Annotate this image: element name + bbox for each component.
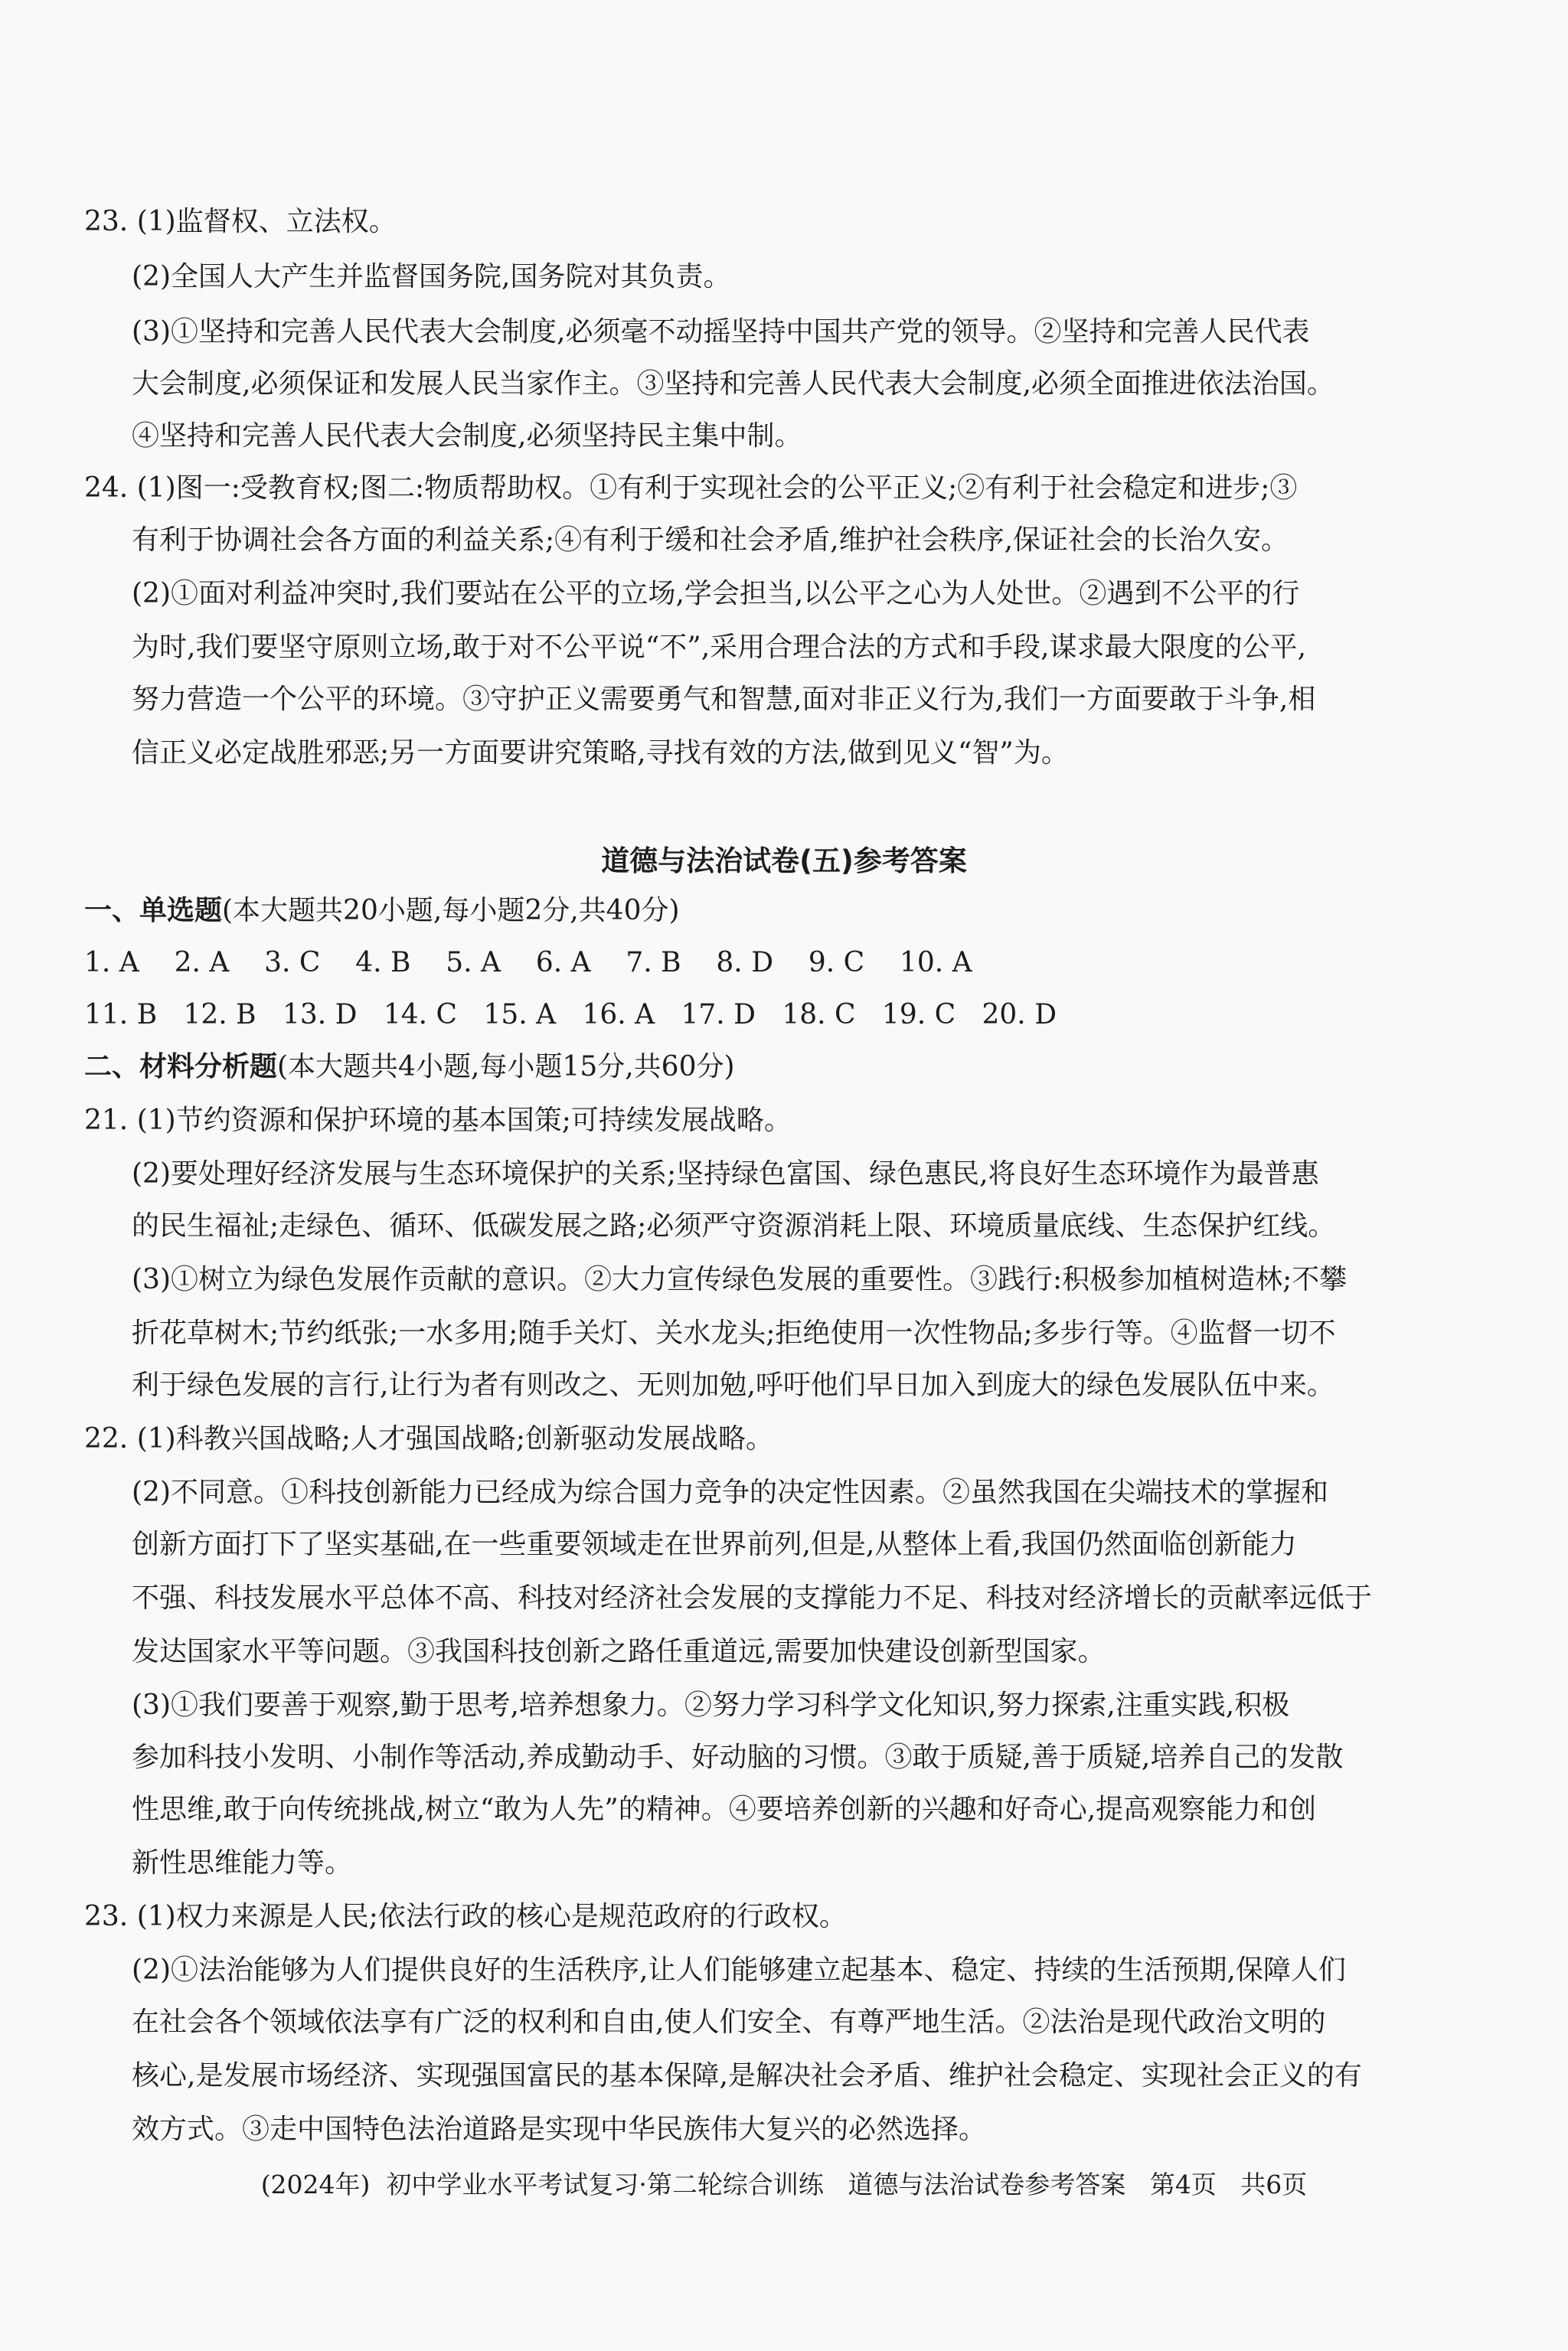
- page-footer: (2024年) 初中学业水平考试复习·第二轮综合训练 道德与法治试卷参考答案 第4页 共6页: [260, 2170, 1308, 2199]
- q22-part2-line3: 不强、科技发展水平总体不高、科技对经济社会发展的支撑能力不足、科技对经济增长的贡献率远低于: [132, 1582, 1373, 1614]
- section2-heading: [0, 1049, 735, 1086]
- q22-part3-line1: (3)①我们要善于观察,勤于思考,培养想象力。②努力学习科学文化知识,努力探索,注重实践,积极: [132, 1690, 1290, 1721]
- q24-part1-line1: 24. (1)图一:受教育权;图二:物质帮助权。①有利于实现社会的公平正义;②有利于社会稳定和进步;③: [84, 472, 1298, 504]
- q23b-part2-line4: 效方式。③走中国特色法治道路是实现中华民族伟大复兴的必然选择。: [132, 2114, 987, 2145]
- q23-part3-line1: (3)①坚持和完善人民代表大会制度,必须毫不动摇坚持中国共产党的领导。②坚持和完善人民代表: [132, 316, 1310, 348]
- q22-part2-line2: 创新方面打下了坚实基础,在一些重要领域走在世界前列,但是,从整体上看,我国仍然面临创新能力: [132, 1529, 1297, 1560]
- q23b-part2-line1: (2)①法治能够为人们提供良好的生活秩序,让人们能够建立起基本、稳定、持续的生活预期,保障人们: [132, 1954, 1346, 1986]
- q22-part3-line2: 参加科技小发明、小制作等活动,养成勤动手、好动脑的习惯。③敢于质疑,善于质疑,培养自己的发散: [132, 1742, 1344, 1773]
- q21-part3-line3: 利于绿色发展的言行,让行为者有则改之、无则加勉,呼吁他们早日加入到庞大的绿色发展队伍中来。: [132, 1370, 1334, 1401]
- section2-note: (本大题共4小题,每小题15分,共60分): [277, 1051, 735, 1082]
- q22-part1: 22. (1)科教兴国战略;人才强国战略;创新驱动发展战略。: [84, 1423, 773, 1455]
- q23-part2: (2)全国人大产生并监督国务院,国务院对其负责。: [132, 261, 731, 292]
- q24-part2-line3: 努力营造一个公平的环境。③守护正义需要勇气和智慧,面对非正义行为,我们一方面要敢于斗争,相: [132, 684, 1316, 715]
- q21-part3-line1: (3)①树立为绿色发展作贡献的意识。②大力宣传绿色发展的重要性。③践行:积极参加植树造林;不攀: [132, 1264, 1348, 1295]
- section2-title: 二、材料分析题: [84, 1051, 278, 1082]
- q24-part1-line2: 有利于协调社会各方面的利益关系;④有利于缓和社会矛盾,维护社会秩序,保证社会的长治久安。: [132, 524, 1289, 556]
- answer-row-1: 1. A 2. A 3. C 4. B 5. A 6. A 7. B 8. D 9. C 10. A: [84, 947, 972, 978]
- answer-row-2: 11. B 12. B 13. D 14. C 15. A 16. A 17. D 18. C 19. C 20. D: [84, 999, 1057, 1030]
- q23-part1: 23. (1)监督权、立法权。: [84, 206, 397, 237]
- q21-part2-line2: 的民生福祉;走绿色、循环、低碳发展之路;必须严守资源消耗上限、环境质量底线、生态保护红线。: [132, 1210, 1336, 1242]
- q22-part3-line3: 性思维,敢于向传统挑战,树立“敢为人先”的精神。④要培养创新的兴趣和好奇心,提高观察能力和创: [132, 1794, 1317, 1825]
- q21-part1: 21. (1)节约资源和保护环境的基本国策;可持续发展战略。: [84, 1105, 792, 1136]
- section1-heading: [0, 893, 680, 929]
- q23b-part2-line2: 在社会各个领域依法享有广泛的权利和自由,使人们安全、有尊严地生活。②法治是现代政治文明的: [132, 2007, 1326, 2038]
- q22-part3-line4: 新性思维能力等。: [132, 1847, 353, 1879]
- section1-title: 一、单选题: [84, 895, 223, 926]
- page-title: 道德与法治试卷(五)参考答案: [601, 844, 967, 877]
- q23-part3-line2: 大会制度,必须保证和发展人民当家作主。③坚持和完善人民代表大会制度,必须全面推进依法治国。: [132, 368, 1334, 400]
- section1-note: (本大题共20小题,每小题2分,共40分): [222, 895, 680, 926]
- q21-part2-line1: (2)要处理好经济发展与生态环境保护的关系;坚持绿色富国、绿色惠民,将良好生态环境作为最普惠: [132, 1158, 1319, 1190]
- q24-part2-line2: 为时,我们要坚守原则立场,敢于对不公平说“不”,采用合理合法的方式和手段,谋求最大限度的公平,: [132, 632, 1307, 663]
- q21-part3-line2: 折花草树木;节约纸张;一水多用;随手关灯、关水龙头;拒绝使用一次性物品;多步行等。④监督一切不: [132, 1318, 1336, 1349]
- q24-part2-line4: 信正义必定战胜邪恶;另一方面要讲究策略,寻找有效的方法,做到见义“智”为。: [132, 737, 1069, 769]
- q22-part2-line4: 发达国家水平等问题。③我国科技创新之路任重道远,需要加快建设创新型国家。: [132, 1636, 1106, 1667]
- q22-part2-line1: (2)不同意。①科技创新能力已经成为综合国力竞争的决定性因素。②虽然我国在尖端技术的掌握和: [132, 1477, 1328, 1508]
- q23-part3-line3: ④坚持和完善人民代表大会制度,必须坚持民主集中制。: [132, 420, 802, 452]
- q23b-part2-line3: 核心,是发展市场经济、实现强国富民的基本保障,是解决社会矛盾、维护社会稳定、实现社会正义的有: [132, 2060, 1362, 2091]
- q24-part2-line1: (2)①面对利益冲突时,我们要站在公平的立场,学会担当,以公平之心为人处世。②遇到不公平的行: [132, 578, 1300, 609]
- q23b-part1: 23. (1)权力来源是人民;依法行政的核心是规范政府的行政权。: [84, 1901, 847, 1932]
